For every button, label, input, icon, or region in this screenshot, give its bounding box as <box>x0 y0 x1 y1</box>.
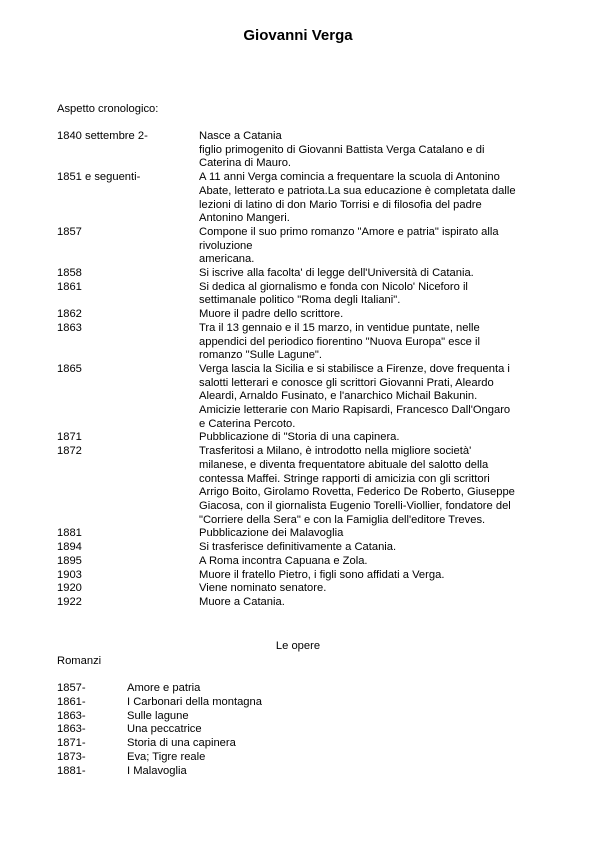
chronology-description-line: Pubblicazione dei Malavoglia <box>199 527 344 540</box>
chronology-date: 1862 <box>57 308 82 321</box>
chronology-description-line: romanzo "Sulle Lagune". <box>199 349 323 362</box>
novel-title: Storia di una capinera <box>127 737 236 750</box>
chronology-description <box>199 130 547 171</box>
novel-year: 1863- <box>57 709 86 722</box>
chronology-description-line: Aleardi, Arnaldo Fusinato, e l'anarchico Michail Bakunin. <box>199 390 478 403</box>
novel-title: Sulle lagune <box>127 709 189 722</box>
chronology-description-line: Abate, letterato e patriota.La sua educazione è completata dalle <box>199 184 516 197</box>
novel-title: I Carbonari della montagna <box>127 695 262 708</box>
chronology-date: 1840 settembre 2- <box>57 130 148 142</box>
chronology-row <box>57 596 547 610</box>
chronology-description-line: salotti letterari e conosce gli scrittori Giovanni Prati, Aleardo <box>199 376 494 389</box>
chronology-date: 1861 <box>57 280 82 293</box>
chronology-description-line: Arrigo Boito, Girolamo Rovetta, Federico De Roberto, Giuseppe <box>199 486 515 499</box>
chronology-description-line: contessa Maffei. Stringe rapporti di amicizia con gli scrittori <box>199 472 490 485</box>
chronology-description <box>199 171 547 226</box>
page-title: Giovanni Verga <box>243 27 353 44</box>
chronology-row <box>57 431 547 445</box>
chronology-row <box>57 130 547 171</box>
chronology-date: 1903 <box>57 568 82 581</box>
chronology-description-line: milanese, e diventa frequentatore abituale del salotto della <box>199 458 489 471</box>
chronology-description <box>199 582 547 596</box>
chronology-date: 1872 <box>57 445 82 458</box>
novel-year: 1881- <box>57 764 86 777</box>
chronology-description-line: figlio primogenito di Giovanni Battista Verga Catalano e di <box>199 143 485 156</box>
chronology-date: 1895 <box>57 554 82 567</box>
chronology-description <box>199 267 547 281</box>
chronology-description <box>199 527 547 541</box>
chronology-date: 1851 e seguenti- <box>57 171 141 184</box>
chronology-row <box>57 171 547 226</box>
chronology-description-line: Giacosa, con il giornalista Eugenio Torelli-Viollier, fondatore del <box>199 499 511 512</box>
novel-row <box>57 751 262 765</box>
chronology-row <box>57 527 547 541</box>
novel-row <box>57 710 262 724</box>
novel-title: Una peccatrice <box>127 723 202 736</box>
chronology-description-line: Muore il fratello Pietro, i figli sono affidati a Verga. <box>199 568 445 581</box>
novel-row <box>57 682 262 696</box>
chronology-description-line: Antonino Mangeri. <box>199 212 290 225</box>
novel-row <box>57 737 262 751</box>
novel-title: Amore e patria <box>127 682 201 694</box>
chronology-description-line: e Caterina Percoto. <box>199 417 296 430</box>
chronology-row <box>57 267 547 281</box>
chronology-description-line: Muore a Catania. <box>199 595 285 608</box>
chronology-description-line: Si trasferisce definitivamente a Catania. <box>199 541 397 554</box>
section-title-opere: Le opere <box>275 640 321 652</box>
chronology-description-line: "Corriere della Sera" e con la Famiglia dell'editore Treves. <box>199 513 486 526</box>
novel-row <box>57 696 262 710</box>
chronology-description-line: Nasce a Catania <box>199 130 282 142</box>
chronology-description-line: americana. <box>199 253 255 266</box>
chronology-description-line: Viene nominato senatore. <box>199 582 327 595</box>
chronology-row <box>57 445 547 527</box>
chronology-description <box>199 596 547 610</box>
chronology-description-line: Caterina di Mauro. <box>199 157 292 170</box>
chronology-row <box>57 226 547 267</box>
chronology-description-line: Si dedica al giornalismo e fonda con Nicolo' Niceforo il <box>199 280 468 293</box>
chronology-description-line: Trasferitosi a Milano, è introdotto nella migliore società' <box>199 445 472 458</box>
chronology-description-line: rivoluzione <box>199 239 253 252</box>
novel-year: 1871- <box>57 737 86 750</box>
chronology-date: 1871 <box>57 431 82 444</box>
chronology-row <box>57 281 547 308</box>
chronology-date: 1865 <box>57 362 82 375</box>
novel-year: 1861- <box>57 695 86 708</box>
chronology-date: 1857 <box>57 225 82 238</box>
chronology-description-line: lezioni di latino di don Mario Torrisi e di filosofia del padre <box>199 198 482 211</box>
chronology-description <box>199 445 547 527</box>
chronology-description <box>199 431 547 445</box>
chronology-description-line: settimanale politico "Roma degli Italiani". <box>199 294 401 307</box>
chronology-date: 1920 <box>57 582 82 595</box>
chronology-description <box>199 555 547 569</box>
chronology-description-line: A 11 anni Verga comincia a frequentare la scuola di Antonino <box>199 171 500 184</box>
chronology-row <box>57 363 547 432</box>
chronology-description <box>199 281 547 308</box>
chronology-description-line: Compone il suo primo romanzo "Amore e patria" ispirato alla <box>199 225 499 238</box>
novel-year: 1873- <box>57 750 86 763</box>
chronology-row <box>57 555 547 569</box>
romanzi-label: Romanzi <box>57 655 102 667</box>
chronology-description <box>199 226 547 267</box>
chronology-row <box>57 308 547 322</box>
chronology-list <box>57 130 547 610</box>
novel-row <box>57 723 262 737</box>
chronology-row <box>57 569 547 583</box>
chronology-date: 1881 <box>57 527 82 540</box>
chronology-description-line: Si iscrive alla facolta' di legge dell'Università di Catania. <box>199 267 474 280</box>
intro-label: Aspetto cronologico: <box>57 103 159 115</box>
chronology-description-line: Tra il 13 gennaio e il 15 marzo, in ventidue puntate, nelle <box>199 321 480 334</box>
novel-year: 1863- <box>57 723 86 736</box>
chronology-description-line: Verga lascia la Sicilia e si stabilisce a Firenze, dove frequenta i <box>199 362 510 375</box>
chronology-row <box>57 582 547 596</box>
novel-title: Eva; Tigre reale <box>127 750 206 763</box>
chronology-description-line: Amicizie letterarie con Mario Rapisardi, Francesco Dall'Ongaro <box>199 404 511 417</box>
novel-title: I Malavoglia <box>127 764 187 777</box>
chronology-description-line: Pubblicazione di "Storia di una capinera. <box>199 431 400 444</box>
novels-list <box>57 682 262 779</box>
chronology-description-line: Muore il padre dello scrittore. <box>199 308 344 321</box>
chronology-date: 1858 <box>57 267 82 280</box>
chronology-description-line: appendici del periodico fiorentino "Nuova Europa" esce il <box>199 335 480 348</box>
chronology-date: 1863 <box>57 321 82 334</box>
chronology-row <box>57 541 547 555</box>
chronology-date: 1922 <box>57 595 82 608</box>
novel-year: 1857- <box>57 682 86 694</box>
chronology-description <box>199 363 547 432</box>
chronology-description <box>199 308 547 322</box>
chronology-row <box>57 322 547 363</box>
chronology-date: 1894 <box>57 541 82 554</box>
novel-row <box>57 765 262 779</box>
chronology-description-line: A Roma incontra Capuana e Zola. <box>199 554 368 567</box>
chronology-description <box>199 541 547 555</box>
chronology-description <box>199 322 547 363</box>
chronology-description <box>199 569 547 583</box>
